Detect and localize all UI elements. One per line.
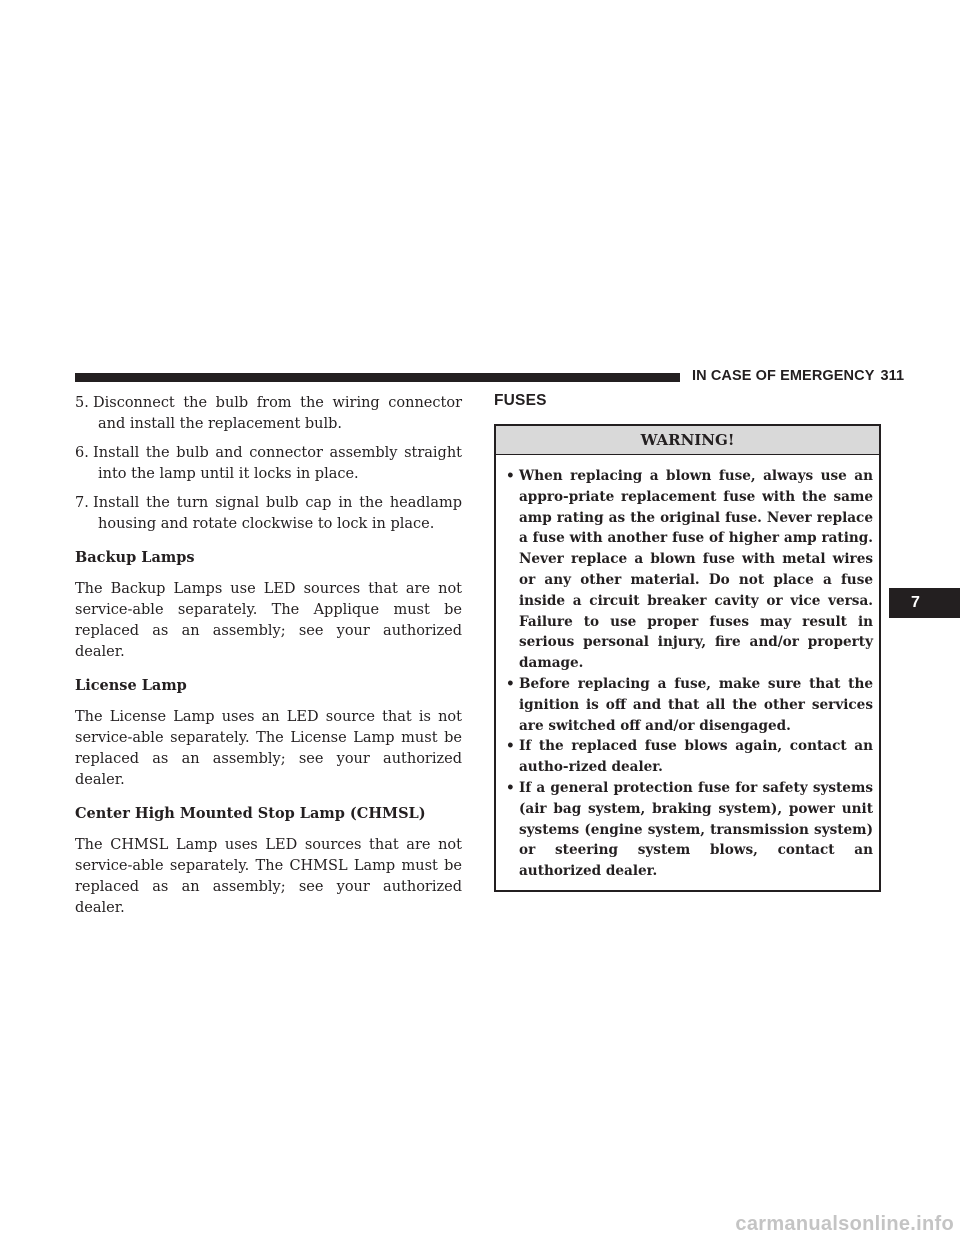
chmsl-paragraph: The CHMSL Lamp uses LED sources that are not service-able separately. The CHMSL Lamp must be replaced as an assembly; see your authorized dealer.: [75, 837, 462, 916]
step-number: 6.: [75, 445, 89, 461]
license-lamp-paragraph: The License Lamp uses an LED source that is not service-able separately. The License Lamp must be replaced as an assembly; see your authorized dealer.: [75, 709, 462, 788]
warning-text: If the replaced fuse blows again, contact an autho-rized dealer.: [519, 738, 873, 776]
chapter-tab: 7: [889, 588, 960, 618]
warning-text: When replacing a blown fuse, always use an appro-priate replacement fuse with the same amp rating as the original fuse. Never replace a fuse with another fuse of higher amp rating. Never replace a blown fuse with metal wires or any other material. Do not place a fuse inside a circuit breaker cavity or vice versa. Failure to use proper fuses may result in serious personal injury, fire and/or property damage.: [519, 468, 873, 672]
bullet-icon: •: [506, 675, 515, 692]
right-column: [494, 392, 881, 892]
warning-item: [504, 466, 873, 674]
step-item: [75, 443, 462, 485]
step-item: [75, 393, 462, 435]
bullet-icon: •: [506, 738, 515, 755]
warning-item: [504, 778, 873, 882]
step-item: [75, 493, 462, 535]
chmsl-heading: Center High Mounted Stop Lamp (CHMSL): [75, 805, 426, 822]
left-column: [75, 393, 462, 927]
warning-text: Before replacing a fuse, make sure that the ignition is off and that all the other services are switched off and/or disengaged.: [519, 675, 873, 734]
warning-title: WARNING!: [496, 426, 879, 455]
bullet-icon: •: [506, 779, 515, 796]
warning-item: [504, 736, 873, 778]
warning-box: [494, 424, 881, 892]
step-text: Install the bulb and connector assembly straight into the lamp until it locks in place.: [93, 445, 462, 482]
step-text: Disconnect the bulb from the wiring connector and install the replacement bulb.: [93, 395, 462, 432]
section-name: IN CASE OF EMERGENCY: [692, 368, 875, 384]
page-number: 311: [880, 368, 905, 384]
step-number: 7.: [75, 495, 89, 511]
running-head: [692, 368, 905, 384]
license-lamp-heading: License Lamp: [75, 677, 187, 694]
backup-lamps-paragraph: The Backup Lamps use LED sources that are not service-able separately. The Applique must be replaced as an assembly; see your authorized dealer.: [75, 581, 462, 660]
step-number: 5.: [75, 395, 89, 411]
bullet-icon: •: [506, 468, 515, 484]
warning-item: [504, 674, 873, 736]
step-text: Install the turn signal bulb cap in the headlamp housing and rotate clockwise to lock in place.: [93, 495, 462, 532]
warning-text: If a general protection fuse for safety systems (air bag system, braking system), power unit systems (engine system, transmission system) or steering system blows, contact an authorized dealer.: [519, 779, 873, 880]
section-title: FUSES: [494, 392, 547, 409]
backup-lamps-heading: Backup Lamps: [75, 549, 195, 566]
header-rule: [75, 373, 680, 382]
watermark: carmanualsonline.info: [735, 1213, 954, 1235]
warning-list: [496, 455, 879, 890]
